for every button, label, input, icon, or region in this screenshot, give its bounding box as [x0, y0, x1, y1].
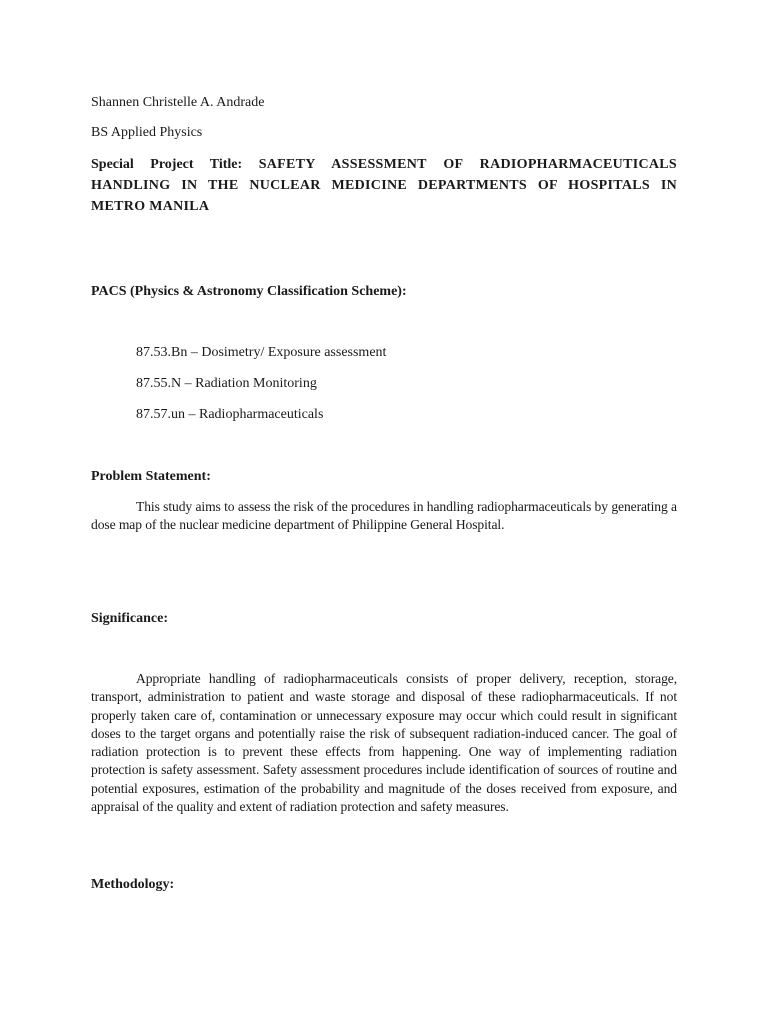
pacs-heading: PACS (Physics & Astronomy Classification Scheme):: [91, 284, 407, 299]
pacs-item: 87.53.Bn – Dosimetry/ Exposure assessment: [136, 345, 387, 360]
project-title-label: Special Project Title:: [91, 157, 243, 172]
problem-statement-heading: Problem Statement:: [91, 469, 211, 484]
project-title-block: [91, 154, 677, 217]
project-title: SAFETY ASSESSMENT OF RADIOPHARMACEUTICALS HANDLING IN THE NUCLEAR MEDICINE DEPARTMENTS OF HOSPITALS IN METRO MANILA: [91, 157, 678, 214]
problem-statement-text: This study aims to assess the risk of the procedures in handling radiopharmaceuticals by generating a dose map of the nuclear medicine department of Philippine General Hospital.: [91, 499, 677, 533]
pacs-item: 87.55.N – Radiation Monitoring: [136, 376, 317, 391]
pacs-item: 87.57.un – Radiopharmaceuticals: [136, 407, 324, 422]
methodology-heading: Methodology:: [91, 877, 175, 892]
program-name: BS Applied Physics: [91, 125, 203, 140]
significance-text: Appropriate handling of radiopharmaceuticals consists of proper delivery, reception, storage, transport, administration to patient and waste storage and disposal of these radiopharmaceuticals. If not properly taken care of, contamination or unnecessary exposure may occur which could result in significant doses to the target organs and potentially raise the risk of subsequent radiation-induced cancer. The goal of radiation protection is to prevent these effects from happening. One way of implementing radiation protection is safety assessment. Safety assessment procedures include identification of sources of routine and potential exposures, estimation of the probability and magnitude of the doses received from exposure, and appraisal of the quality and extent of radiation protection and safety measures.: [91, 671, 677, 815]
significance-heading: Significance:: [91, 611, 168, 626]
author-name: Shannen Christelle A. Andrade: [91, 95, 265, 110]
